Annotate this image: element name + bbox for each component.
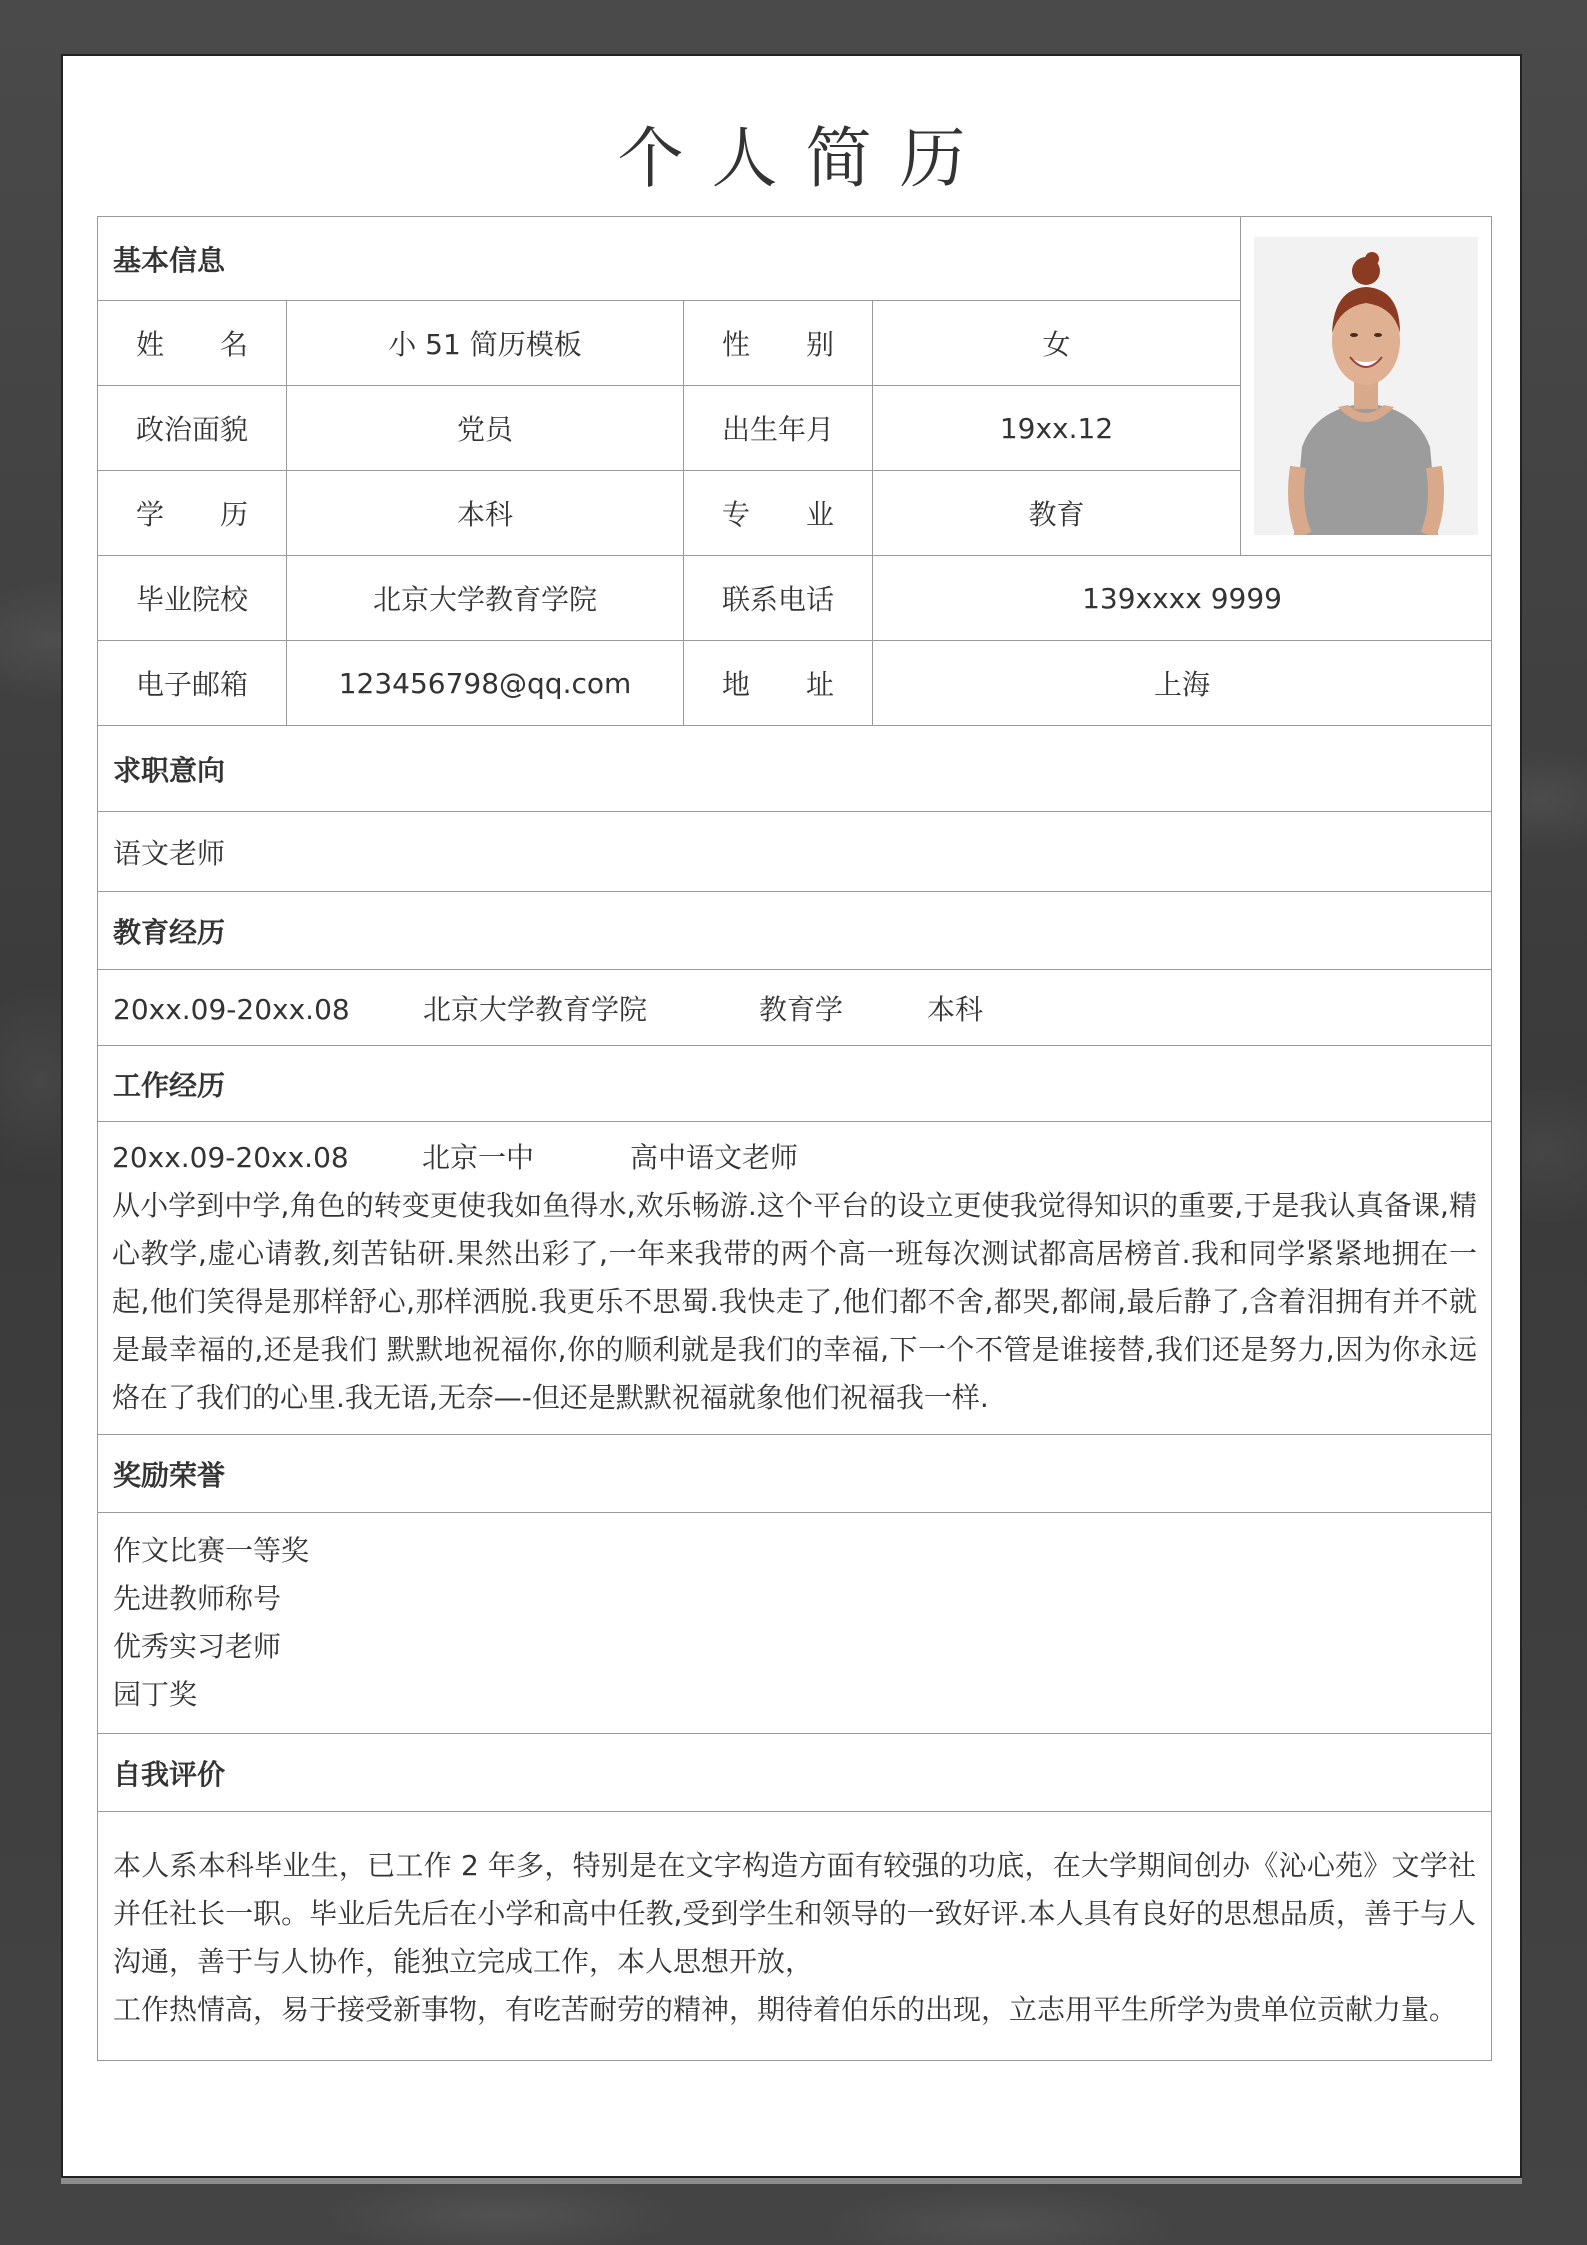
name-value: 小 51 简历模板 (287, 301, 684, 386)
section-heading-honors: 奖励荣誉 (98, 1435, 1492, 1513)
politics-value: 党员 (287, 386, 684, 471)
photo-cell (1241, 217, 1492, 556)
politics-label: 政治面貌 (136, 413, 249, 446)
work-position: 高中语文老师 (630, 1141, 799, 1174)
honor-item: 先进教师称号 (113, 1582, 282, 1615)
name-label-cell (98, 301, 287, 386)
birth-value: 19xx.12 (873, 386, 1241, 471)
resume-table (97, 216, 1492, 2061)
degree-label: 学历 (136, 498, 248, 531)
section-heading-work: 工作经历 (98, 1046, 1492, 1122)
work-header (112, 1134, 1477, 1182)
section-heading-intent: 求职意向 (98, 726, 1492, 812)
phone-label: 联系电话 (722, 583, 835, 616)
self-evaluation-cell (98, 1812, 1492, 2061)
work-description: 从小学到中学,角色的转变更使我如鱼得水,欢乐畅游.这个平台的设立更使我觉得知识的重要,于是我认真备课,精心教学,虚心请教,刻苦钻研.果然出彩了,一年来我带的两个高一班每次测试都高居榜首.我和同学紧紧地拥在一起,他们笑得是那样舒心,那样洒脱.我更乐不思蜀.我快走了,他们都不舍,都哭,都闹,最后静了,含着泪拥有并不就是最幸福的,还是我们 默默地祝福你,你的顺利就是我们的幸福,下一个不管是谁接替,我们还是努力,因为你永远烙在了我们的心里.我无语,无奈—-但还是默默祝福就象他们祝福我一样. (112, 1189, 1478, 1414)
gender-label-cell (684, 301, 873, 386)
gender-value: 女 (873, 301, 1241, 386)
job-intent: 语文老师 (98, 812, 1492, 892)
school-label: 毕业院校 (136, 583, 249, 616)
honor-item: 优秀实习老师 (113, 1630, 282, 1663)
school-value: 北京大学教育学院 (287, 556, 684, 641)
school-label-cell (98, 556, 287, 641)
name-label: 姓名 (136, 328, 248, 361)
gender-label: 性别 (722, 328, 834, 361)
self-evaluation-p2: 工作热情高，易于接受新事物，有吃苦耐劳的精神，期待着伯乐的出现，立志用平生所学为贵单位贡献力量。 (113, 1993, 1458, 2026)
work-cell (98, 1122, 1492, 1435)
honors-cell (98, 1513, 1492, 1734)
birth-label-cell (684, 386, 873, 471)
major-label-cell (684, 471, 873, 556)
email-label-cell (98, 641, 287, 726)
honor-item: 园丁奖 (113, 1678, 198, 1711)
work-company: 北京一中 (422, 1141, 535, 1174)
email-label: 电子邮箱 (136, 668, 249, 701)
degree-value: 本科 (287, 471, 684, 556)
address-value: 上海 (873, 641, 1492, 726)
address-label: 地址 (722, 668, 834, 701)
portrait-illustration (1254, 237, 1478, 535)
degree-label-cell (98, 471, 287, 556)
resume-title: 个人简历 (617, 120, 994, 197)
address-label-cell (684, 641, 873, 726)
education-period: 20xx.09-20xx.08 (113, 992, 350, 1026)
phone-value: 139xxxx 9999 (873, 556, 1492, 641)
email-value: 123456798@qq.com (287, 641, 684, 726)
education-degree: 本科 (927, 992, 984, 1026)
major-label: 专业 (722, 498, 834, 531)
section-heading-self: 自我评价 (98, 1734, 1492, 1812)
honor-item: 作文比赛一等奖 (113, 1534, 310, 1567)
politics-label-cell (98, 386, 287, 471)
birth-label: 出生年月 (722, 413, 835, 446)
profile-photo (1254, 237, 1478, 535)
section-heading-basic: 基本信息 (98, 217, 1241, 301)
education-row (98, 970, 1492, 1046)
work-period: 20xx.09-20xx.08 (112, 1141, 349, 1174)
phone-label-cell (684, 556, 873, 641)
education-major: 教育学 (759, 992, 844, 1026)
major-value: 教育 (873, 471, 1241, 556)
section-heading-education: 教育经历 (98, 892, 1492, 970)
education-school: 北京大学教育学院 (423, 992, 648, 1026)
self-evaluation-p1: 本人系本科毕业生，已工作 2 年多，特别是在文字构造方面有较强的功底，在大学期间创办《沁心苑》文学社并任社长一职。毕业后先后在小学和高中任教,受到学生和领导的一致好评.本人具有良好的思想品质，善于与人沟通，善于与人协作，能独立完成工作，本人思想开放， (113, 1849, 1477, 1978)
resume-page (61, 54, 1522, 2178)
